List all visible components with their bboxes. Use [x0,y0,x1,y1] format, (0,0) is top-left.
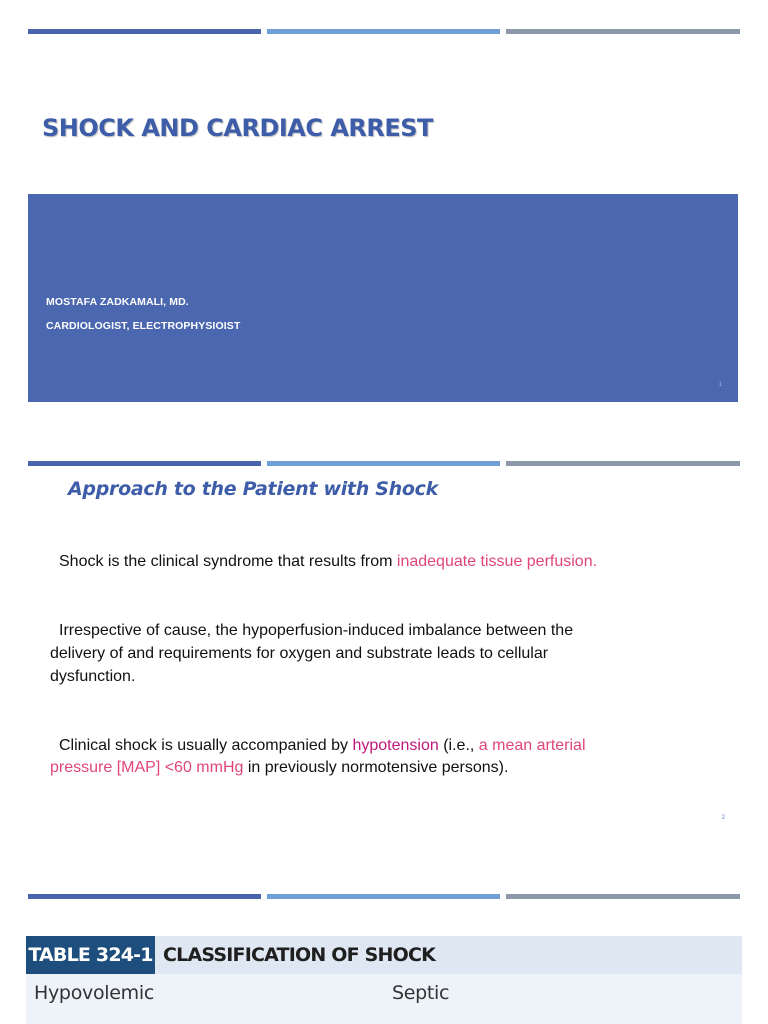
paragraph-mechanism [50,619,610,688]
paragraph-text: in previously normotensive persons). [243,759,509,776]
slide-1-title: SHOCK AND CARDIAC ARREST [42,114,433,142]
slide-2-page-number: 2 [721,815,725,821]
slide-3 [0,880,768,1024]
highlight-text: inadequate tissue perfusion. [396,553,598,570]
highlight-text: a mean arterial pressure [MAP] <60 mmHg [50,737,586,776]
header-bar-light [267,29,500,34]
author-band [28,194,738,402]
table-cell: Hypovolemic [34,982,154,1004]
table-row [26,974,742,1024]
header-bar-dark [28,461,261,466]
slide-1-page-number: 1 [718,382,722,388]
paragraph-text: (i.e., [438,737,479,754]
slide-1 [0,0,768,410]
paragraph-text: Irrespective of cause, the hypoperfusion-induced imbalance between the delivery of and requirements for oxygen and substrate leads to cellular dysfunction. [50,622,574,685]
header-bar-gray [506,894,740,899]
header-bar-light [267,894,500,899]
slide-3-header-bars [28,894,740,900]
header-bar-dark [28,894,261,899]
paragraph-text: Clinical shock is usually accompanied by [59,737,353,754]
header-bar-dark [28,29,261,34]
paragraph-hypotension [50,735,610,779]
author-name: MOSTAFA ZADKAMALI, MD. [46,296,189,308]
table-header [26,936,742,974]
slide-2 [0,458,768,878]
header-bar-gray [506,29,740,34]
paragraph-definition [50,550,610,573]
slide-1-header-bars [28,29,740,35]
table-label: TABLE 324-1 [26,936,155,974]
highlight-text: hypotension [352,737,439,754]
slide-2-title: Approach to the Patient with Shock [68,478,438,500]
table-cell: Septic [392,982,450,1004]
header-bar-light [267,461,500,466]
slide-2-header-bars [28,461,740,467]
author-role: CARDIOLOGIST, ELECTROPHYSIOIST [46,320,241,332]
table-title: CLASSIFICATION OF SHOCK [163,944,436,966]
header-bar-gray [506,461,740,466]
paragraph-text: Shock is the clinical syndrome that results from [59,553,397,570]
